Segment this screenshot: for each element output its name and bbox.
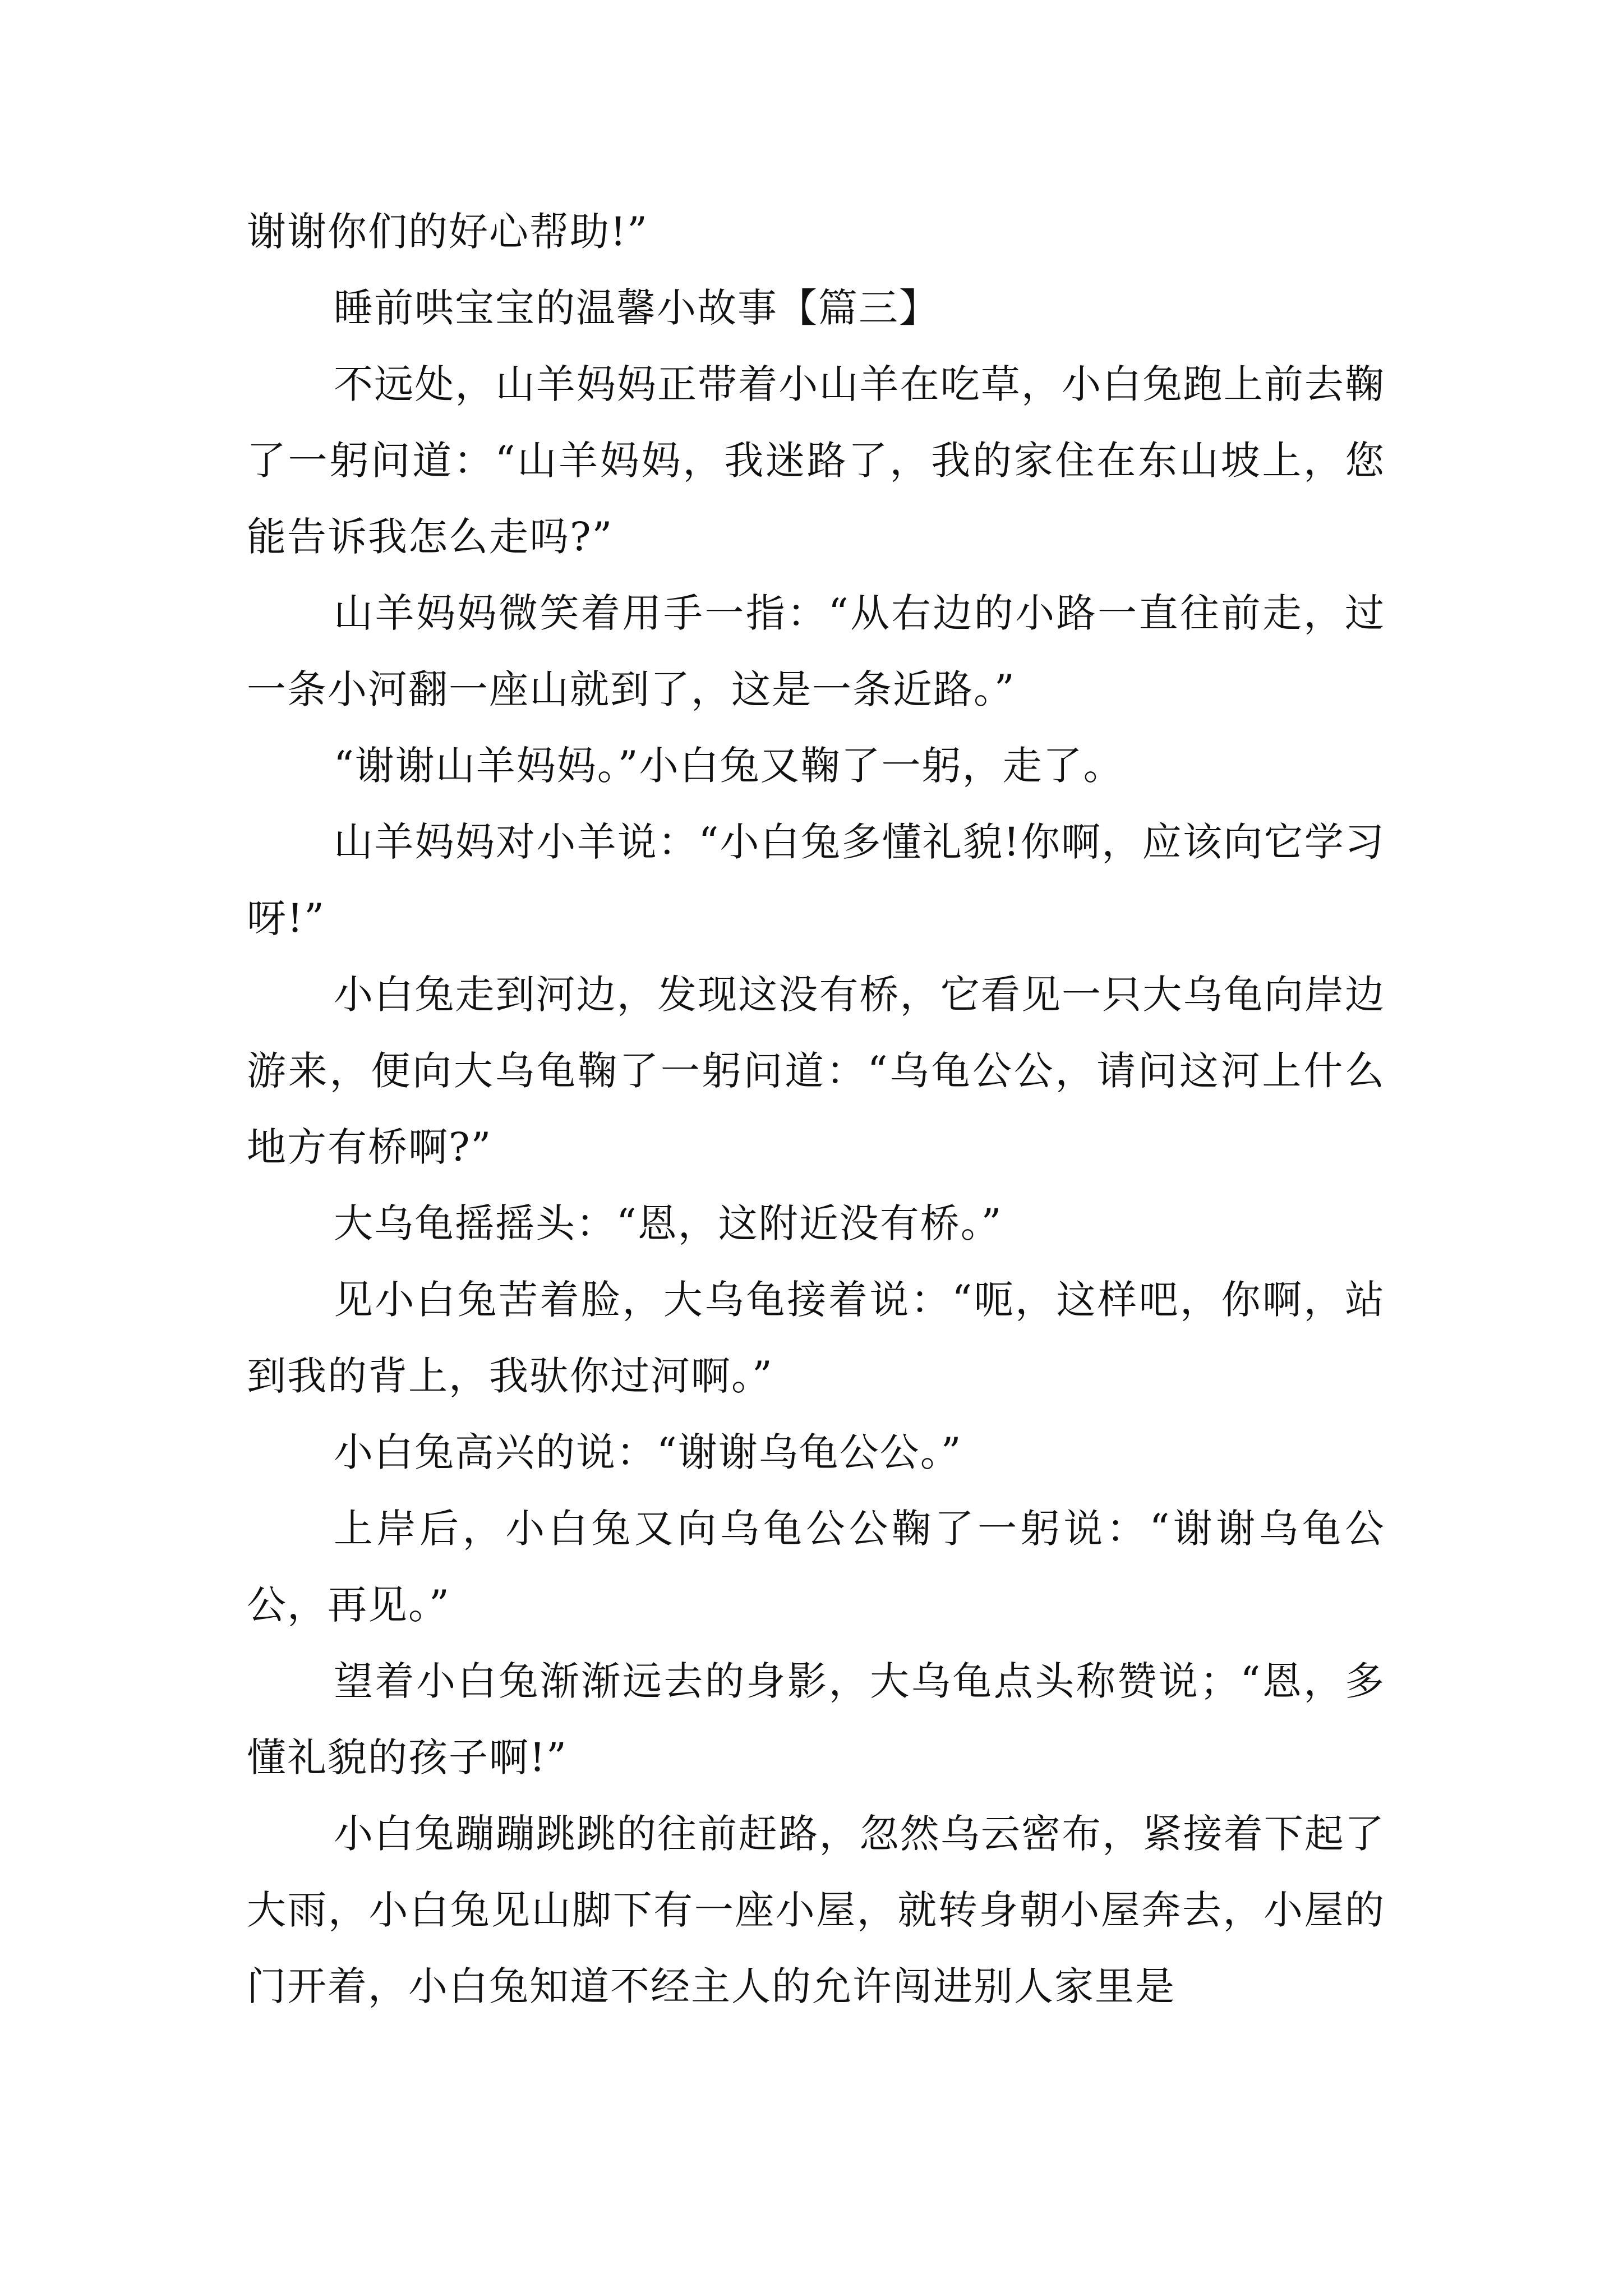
paragraph: 上岸后，小白兔又向乌龟公公鞠了一躬说：“谢谢乌龟公公，再见。” xyxy=(247,1506,1385,1628)
paragraph: 不远处，山羊妈妈正带着小山羊在吃草，小白兔跑上前去鞠了一躬问道：“山羊妈妈，我迷路了，我的家住在东山坡上，您能告诉我怎么走吗?” xyxy=(247,361,1385,560)
section-heading: 睡前哄宝宝的温馨小故事【篇三】 xyxy=(334,285,939,331)
paragraph: 山羊妈妈对小羊说：“小白兔多懂礼貌!你啊，应该向它学习呀!” xyxy=(247,819,1385,941)
document-body xyxy=(247,194,1385,2024)
paragraph: 小白兔高兴的说：“谢谢乌龟公公。” xyxy=(334,1429,962,1475)
paragraph: 小白兔蹦蹦跳跳的往前赶路，忽然乌云密布，紧接着下起了大雨，小白兔见山脚下有一座小屋，就转身朝小屋奔去，小屋的门开着，小白兔知道不经主人的允许闯进别人家里是 xyxy=(247,1811,1385,2009)
paragraph: 小白兔走到河边，发现这没有桥，它看见一只大乌龟向岸边游来，便向大乌龟鞠了一躬问道：“乌龟公公，请问这河上什么地方有桥啊?” xyxy=(247,972,1385,1170)
paragraph: 望着小白兔渐渐远去的身影，大乌龟点头称赞说；“恩，多懂礼貌的孩子啊!” xyxy=(247,1658,1385,1780)
paragraph: “谢谢山羊妈妈。”小白兔又鞠了一躬，走了。 xyxy=(334,743,1124,789)
paragraph: 山羊妈妈微笑着用手一指：“从右边的小路一直往前走，过一条小河翻一座山就到了，这是一条近路。” xyxy=(247,590,1385,712)
paragraph: 见小白兔苦着脸，大乌龟接着说：“呃，这样吧，你啊，站到我的背上，我驮你过河啊。” xyxy=(247,1277,1385,1399)
paragraph: 大乌龟摇摇头：“恩，这附近没有桥。” xyxy=(334,1200,1003,1246)
paragraph-continuation: 谢谢你们的好心帮助!” xyxy=(247,209,648,255)
